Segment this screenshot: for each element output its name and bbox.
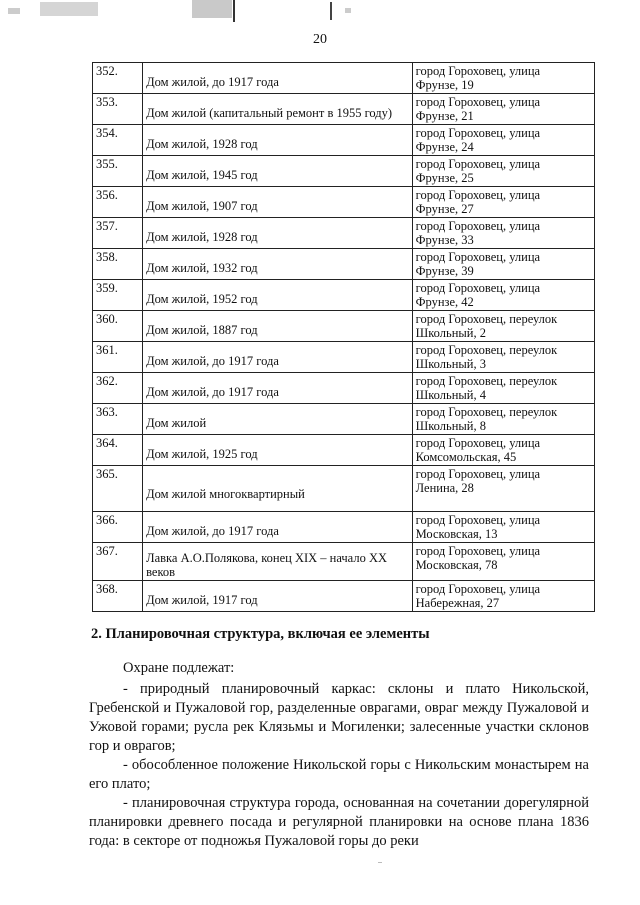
- body-text: [89, 659, 589, 851]
- object-address: [412, 512, 594, 543]
- row-number: 364.: [93, 435, 143, 466]
- row-number: 362.: [93, 373, 143, 404]
- table-row: [93, 94, 595, 125]
- object-address: [412, 156, 594, 187]
- address-line-2: Фрунзе, 25: [415, 171, 474, 185]
- object-address: [412, 311, 594, 342]
- table-row: [93, 218, 595, 249]
- address-line-1: город Гороховец, улица: [415, 544, 541, 558]
- address-line-2: Школьный, 2: [415, 326, 486, 340]
- object-address: [412, 543, 594, 581]
- table-row: [93, 311, 595, 342]
- object-address: [412, 581, 594, 612]
- object-name: Дом жилой, 1907 год: [143, 187, 413, 218]
- scan-artifacts: [0, 0, 640, 28]
- object-name: Дом жилой многоквартирный: [143, 466, 413, 512]
- address-line-1: город Гороховец, улица: [415, 436, 541, 450]
- address-line-2: Фрунзе, 24: [415, 140, 474, 154]
- address-line-2: Фрунзе, 42: [415, 295, 474, 309]
- row-number: 356.: [93, 187, 143, 218]
- paragraph-nikolskaya-hill: - обособленное положение Никольской горы с Никольским монастырем на его плато;: [89, 757, 589, 792]
- address-line-2: Фрунзе, 19: [415, 78, 474, 92]
- address-line-2: Школьный, 8: [415, 419, 486, 433]
- object-address: [412, 218, 594, 249]
- address-line-2: Комсомольская, 45: [415, 450, 517, 464]
- row-number: 353.: [93, 94, 143, 125]
- paragraph-intro: Охране подлежат:: [123, 660, 235, 676]
- address-line-1: город Гороховец, переулок: [415, 312, 558, 326]
- object-name: Дом жилой, 1932 год: [143, 249, 413, 280]
- paragraph-planning-structure: - планировочная структура города, основанная на сочетании дорегулярной планировки древнего посада и регулярной планировки на основе плана 1836 года: в секторе от подножья Пужаловой горы до реки: [89, 795, 589, 849]
- address-line-2: Фрунзе, 21: [415, 109, 474, 123]
- table-row: [93, 543, 595, 581]
- object-address: [412, 342, 594, 373]
- row-number: 355.: [93, 156, 143, 187]
- object-name: Дом жилой, 1925 год: [143, 435, 413, 466]
- address-line-1: город Гороховец, улица: [415, 64, 541, 78]
- table-row: [93, 156, 595, 187]
- object-name: Дом жилой (капитальный ремонт в 1955 году): [143, 94, 413, 125]
- object-name: Дом жилой, 1928 год: [143, 125, 413, 156]
- object-name: Лавка А.О.Полякова, конец XIX – начало XX веков: [143, 543, 413, 581]
- row-number: 359.: [93, 280, 143, 311]
- table-row: [93, 63, 595, 94]
- address-line-1: город Гороховец, улица: [415, 126, 541, 140]
- address-line-1: город Гороховец, улица: [415, 250, 541, 264]
- object-name: Дом жилой, до 1917 года: [143, 63, 413, 94]
- row-number: 354.: [93, 125, 143, 156]
- address-line-1: город Гороховец, переулок: [415, 343, 558, 357]
- row-number: 365.: [93, 466, 143, 512]
- paragraph-natural-framework: - природный планировочный каркас: склоны и плато Никольской, Гребенской и Пужаловой гор, разделенные оврагами, овраг между Пужаловой и Ужовой горами; русла рек Клязьмы и Могиленки; залесенные участки склонов гор и оврагов;: [89, 681, 589, 754]
- table-row: [93, 342, 595, 373]
- address-line-1: город Гороховец, улица: [415, 582, 541, 596]
- address-line-1: город Гороховец, улица: [415, 281, 541, 295]
- address-line-1: город Гороховец, улица: [415, 188, 541, 202]
- object-name: Дом жилой, до 1917 года: [143, 342, 413, 373]
- address-line-2: Фрунзе, 33: [415, 233, 474, 247]
- address-line-2: Фрунзе, 27: [415, 202, 474, 216]
- object-address: [412, 404, 594, 435]
- table-row: [93, 512, 595, 543]
- address-line-2: Фрунзе, 39: [415, 264, 474, 278]
- table-row: [93, 280, 595, 311]
- address-line-2: Школьный, 4: [415, 388, 486, 402]
- object-address: [412, 435, 594, 466]
- table-row: [93, 373, 595, 404]
- scan-dot: [378, 862, 382, 863]
- object-address: [412, 373, 594, 404]
- address-line-1: город Гороховец, переулок: [415, 405, 558, 419]
- object-address: [412, 466, 594, 512]
- section-heading: 2. Планировочная структура, включая ее элементы: [91, 626, 430, 642]
- object-address: [412, 280, 594, 311]
- object-name: Дом жилой, 1945 год: [143, 156, 413, 187]
- row-number: 352.: [93, 63, 143, 94]
- page-number: 20: [313, 32, 327, 47]
- address-line-2: Московская, 13: [415, 527, 498, 541]
- monuments-table: [92, 62, 595, 612]
- address-line-2: Ленина, 28: [415, 481, 474, 495]
- table-row: [93, 249, 595, 280]
- address-line-2: Набережная, 27: [415, 596, 500, 610]
- row-number: 357.: [93, 218, 143, 249]
- object-name: Дом жилой, 1887 год: [143, 311, 413, 342]
- row-number: 367.: [93, 543, 143, 581]
- object-name: Дом жилой, 1917 год: [143, 581, 413, 612]
- object-name: Дом жилой: [143, 404, 413, 435]
- row-number: 363.: [93, 404, 143, 435]
- address-line-1: город Гороховец, улица: [415, 157, 541, 171]
- address-line-1: город Гороховец, улица: [415, 95, 541, 109]
- row-number: 368.: [93, 581, 143, 612]
- object-address: [412, 94, 594, 125]
- address-line-1: город Гороховец, улица: [415, 513, 541, 527]
- object-address: [412, 63, 594, 94]
- row-number: 361.: [93, 342, 143, 373]
- object-name: Дом жилой, 1928 год: [143, 218, 413, 249]
- object-name: Дом жилой, до 1917 года: [143, 512, 413, 543]
- row-number: 366.: [93, 512, 143, 543]
- address-line-2: Школьный, 3: [415, 357, 486, 371]
- row-number: 358.: [93, 249, 143, 280]
- table-row: [93, 125, 595, 156]
- table-row: [93, 466, 595, 512]
- object-address: [412, 249, 594, 280]
- address-line-2: Московская, 78: [415, 558, 498, 572]
- object-name: Дом жилой, 1952 год: [143, 280, 413, 311]
- table-row: [93, 581, 595, 612]
- object-name: Дом жилой, до 1917 года: [143, 373, 413, 404]
- object-address: [412, 125, 594, 156]
- table-row: [93, 435, 595, 466]
- address-line-1: город Гороховец, переулок: [415, 374, 558, 388]
- table-row: [93, 404, 595, 435]
- row-number: 360.: [93, 311, 143, 342]
- monuments-table-body: [93, 63, 595, 612]
- object-address: [412, 187, 594, 218]
- address-line-1: город Гороховец, улица: [415, 219, 541, 233]
- address-line-1: город Гороховец, улица: [415, 467, 541, 481]
- table-row: [93, 187, 595, 218]
